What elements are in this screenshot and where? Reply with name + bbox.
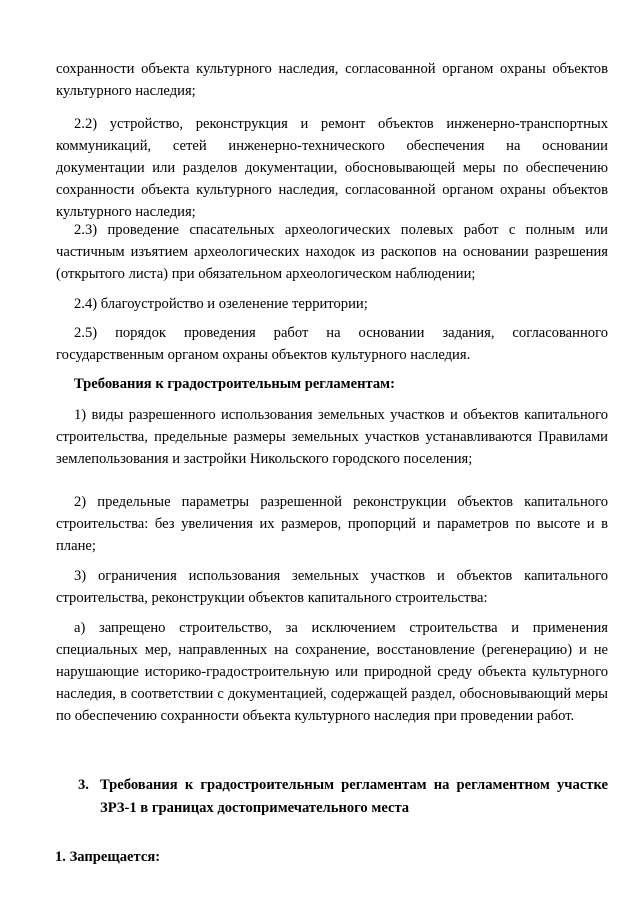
- paragraph-2-2: 2.2) устройство, реконструкция и ремонт объектов инженерно-транспортных коммуникаций, сетей инженерно-технического обеспечения на основании документации или разделов документации, обосновывающей меры по обеспечению сохранности объекта культурного наследия, согласованной органом охраны объектов культурного наследия;: [56, 116, 608, 220]
- paragraph-continuation: сохранности объекта культурного наследия, согласованной органом охраны объектов культурного наследия;: [56, 61, 608, 99]
- section-3-title: Требования к градостроительным регламентам на регламентном участке ЗРЗ-1 в границах достопримечательного места: [100, 777, 608, 816]
- requirement-2: 2) предельные параметры разрешенной реконструкции объектов капитального строительства: без увеличения их размеров, пропорций и параметров по высоте и в плане;: [56, 494, 608, 554]
- requirement-3a: а) запрещено строительство, за исключением строительства и применения специальных мер, направленных на сохранение, восстановление (регенерацию) и не нарушающие историко-градостроительную или природной среду объекта культурного наследия, в соответствии с документацией, содержащей раздел, обосновывающий меры по обеспечению сохранности объекта культурного наследия при проведении работ.: [56, 620, 608, 724]
- requirement-3: 3) ограничения использования земельных участков и объектов капитального строительства, реконструкции объектов капитального строительства:: [56, 568, 608, 606]
- requirement-1: 1) виды разрешенного использования земельных участков и объектов капитального строительства, предельные размеры земельных участков устанавливаются Правилами землепользования и застройки Никольского городского поселения;: [56, 407, 608, 467]
- paragraph-2-4: 2.4) благоустройство и озеленение территории;: [74, 296, 368, 312]
- requirements-heading: Требования к градостроительным регламентам:: [74, 376, 395, 392]
- paragraph-2-5: 2.5) порядок проведения работ на основании задания, согласованного государственным органом охраны объектов культурного наследия.: [56, 325, 608, 363]
- section-3-heading: [78, 774, 608, 824]
- section-3-number: 3.: [78, 777, 89, 793]
- paragraph-2-3: 2.3) проведение спасательных археологических полевых работ с полным или частичным изъятием археологических находок из раскопов на основании разрешения (открытого листа) при обязательном археологическом наблюдении;: [56, 222, 608, 282]
- prohibited-heading: 1. Запрещается:: [55, 849, 161, 865]
